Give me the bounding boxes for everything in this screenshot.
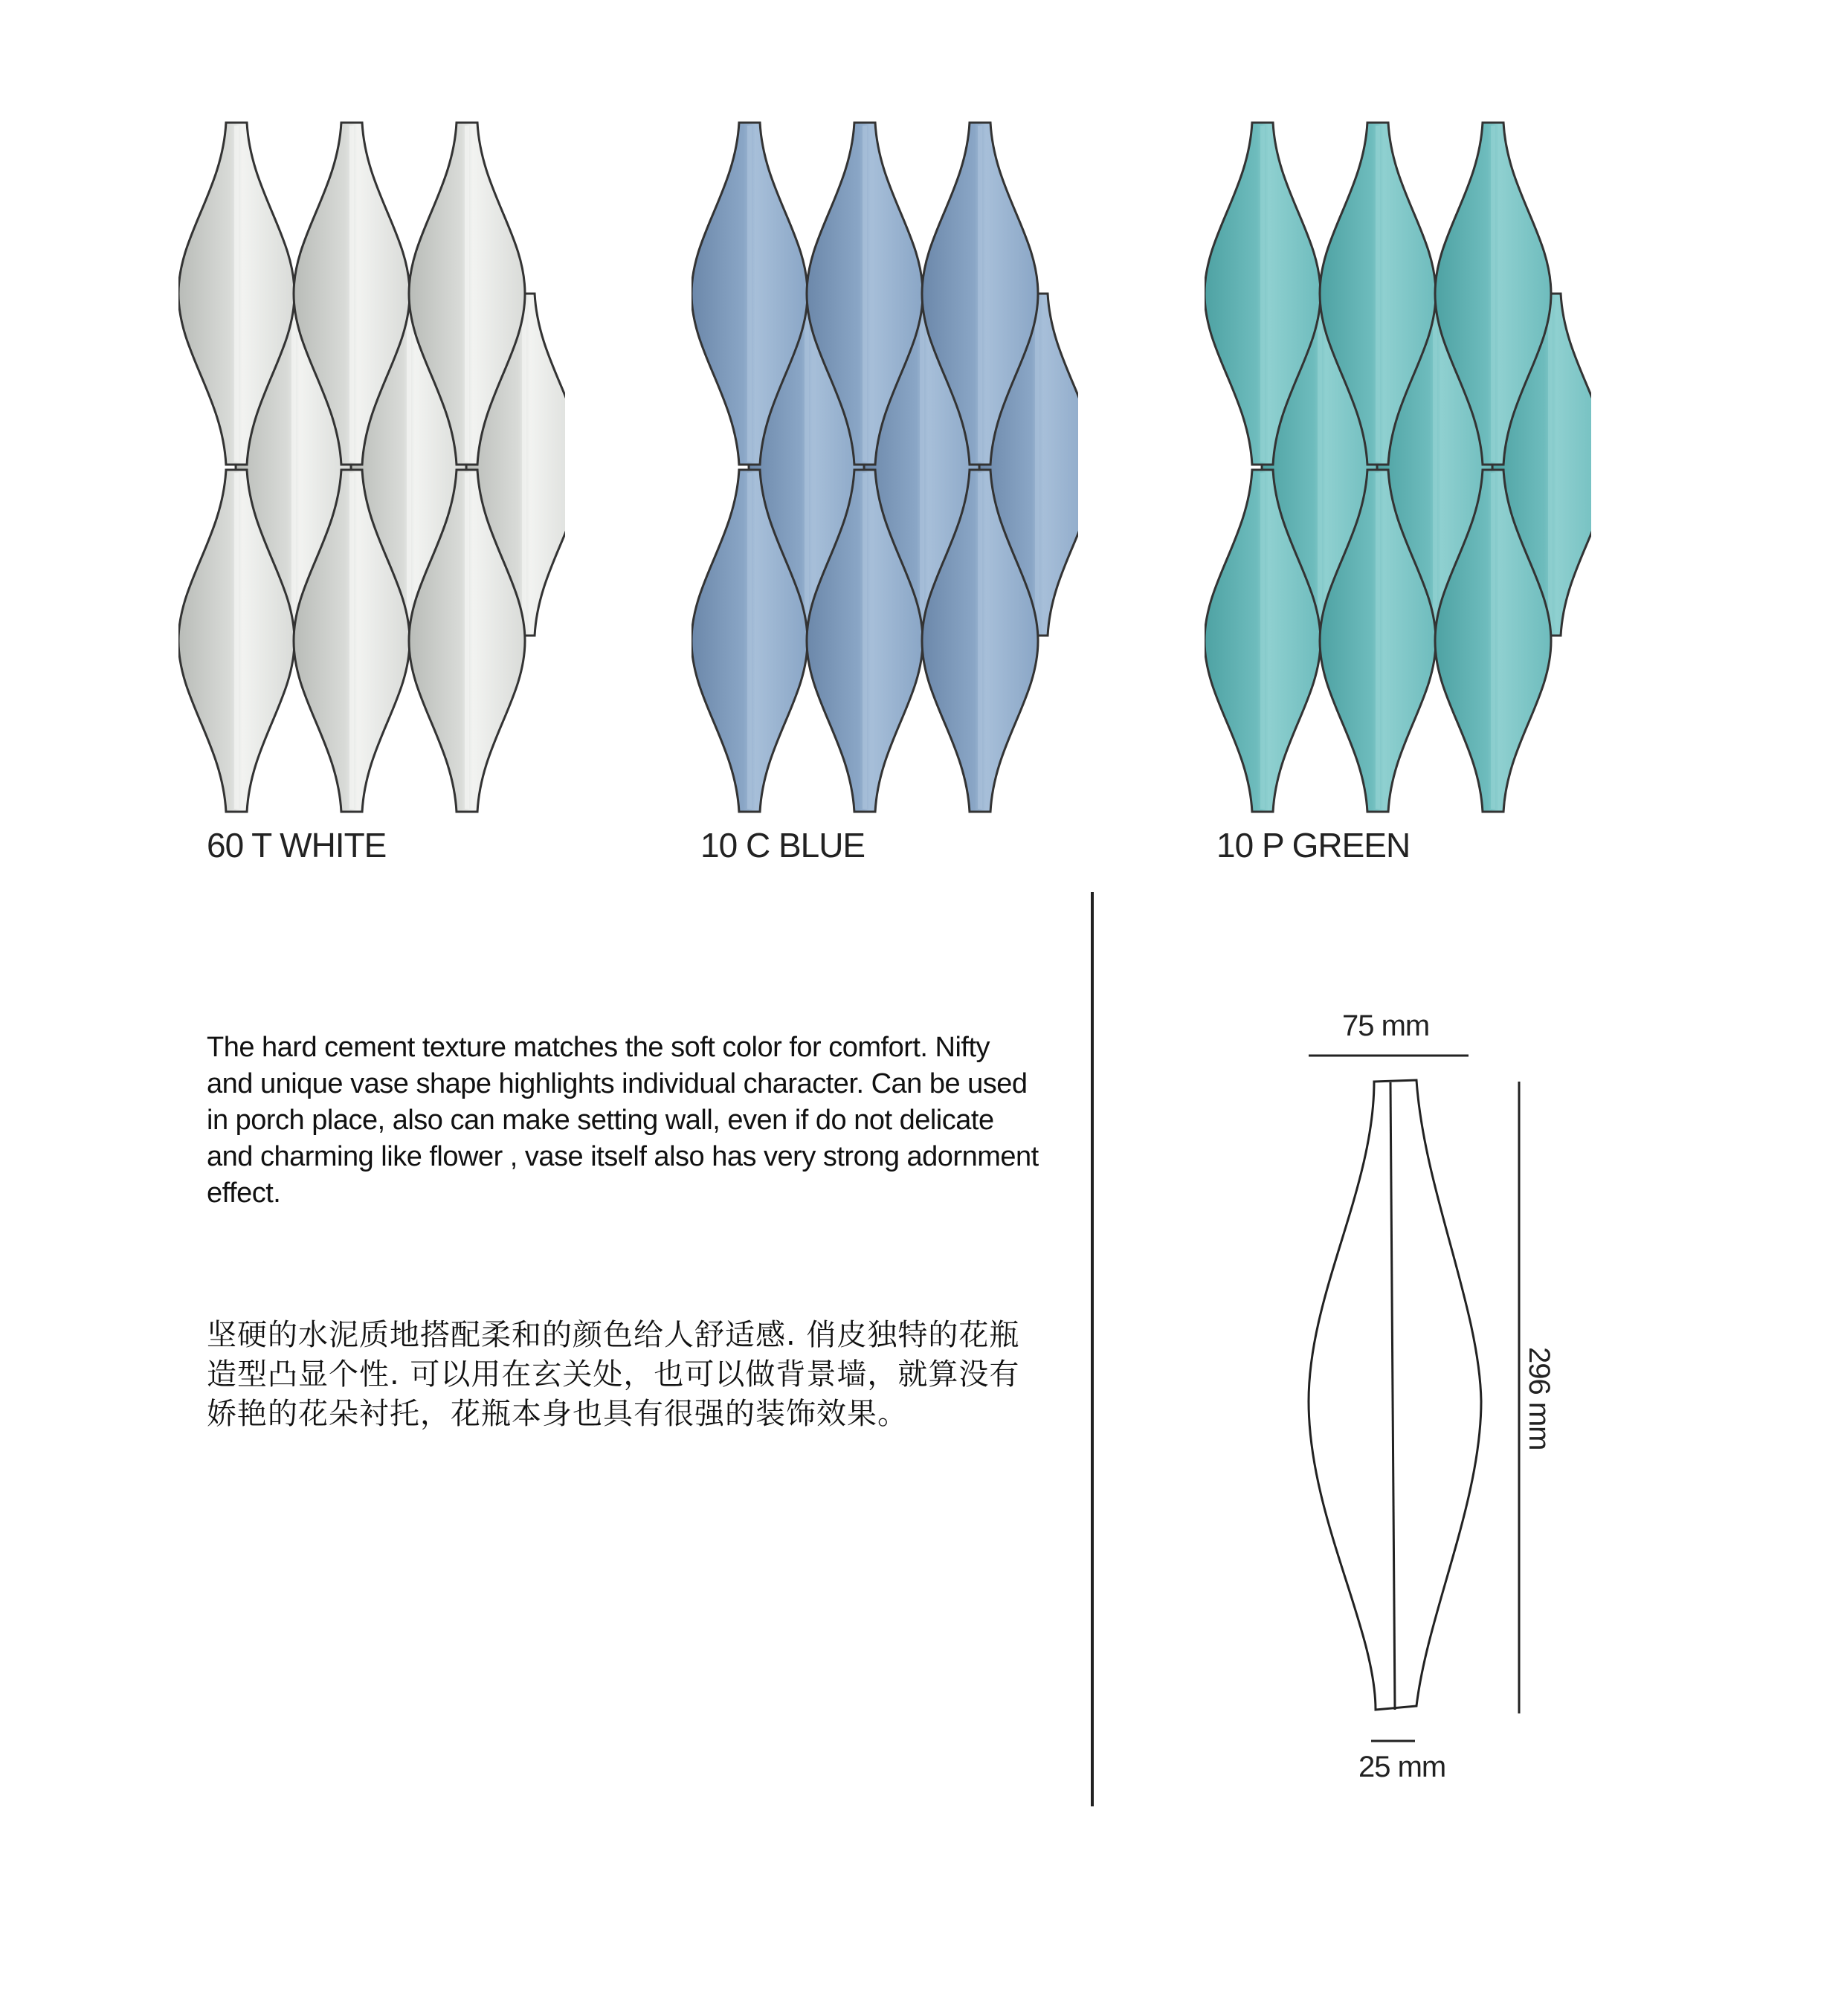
vase-mosaic-green (1205, 119, 1591, 818)
description-english: The hard cement texture matches the soft color for comfort. Nifty and unique vase shape highlights individual character. Can be used in porch place, also can make setting wall, even if do not delicate and charming like flower , vase itself also has very strong adornment effect. (207, 1032, 1039, 1209)
swatch-label-blue: 10 C BLUE (700, 826, 865, 865)
height-label: 296 mm (1523, 1347, 1556, 1450)
top-width-label: 75 mm (1342, 1009, 1430, 1042)
description-chinese: 坚硬的水泥质地搭配柔和的颜色给人舒适感. 俏皮独特的花瓶造型凸显个性. 可以用在玄关处，也可以做背景墙，就算没有娇艳的花朵衬托，花瓶本身也具有很强的装饰效果。 (207, 1318, 1020, 1431)
vertical-divider (1091, 892, 1094, 1806)
bottom-width-label: 25 mm (1358, 1751, 1446, 1783)
swatch-image-blue (692, 119, 1078, 818)
vase-mosaic-white (178, 119, 565, 818)
swatch-image-white (178, 119, 565, 818)
vase-mosaic-blue (692, 119, 1078, 818)
swatch-label-white: 60 T WHITE (207, 826, 387, 865)
tile-center-ridge (1390, 1082, 1395, 1710)
swatch-label-green: 10 P GREEN (1216, 826, 1411, 865)
swatch-image-green (1205, 119, 1591, 818)
